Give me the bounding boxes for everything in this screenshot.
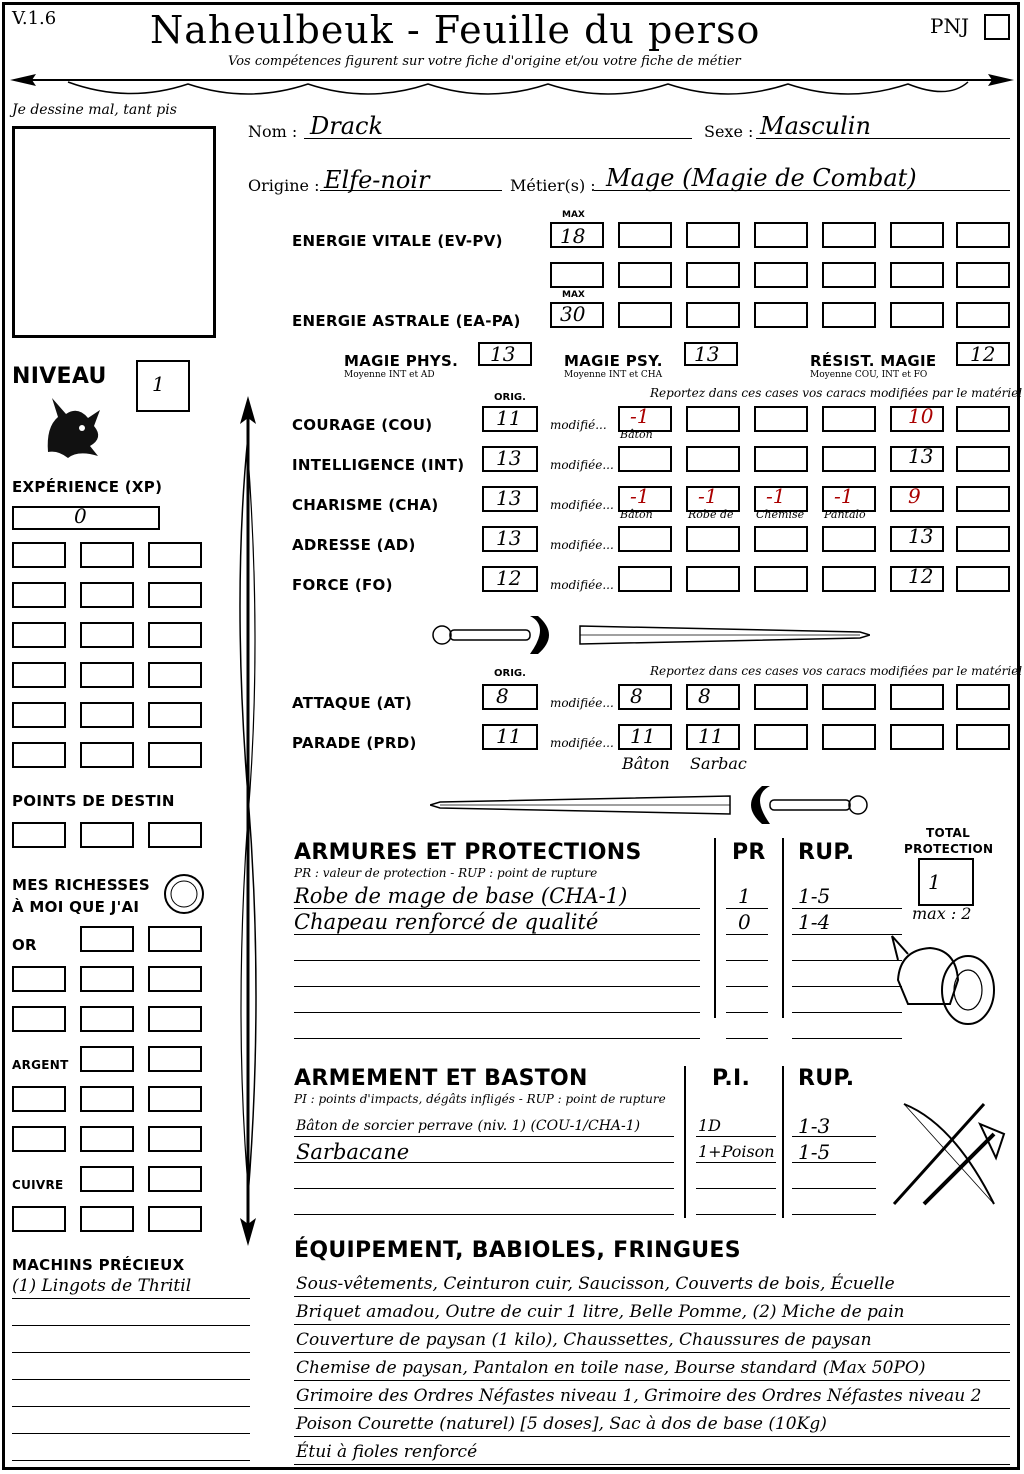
armure-name[interactable]: Chapeau renforcé de qualité <box>294 910 599 934</box>
carac-mod-box-fo[interactable] <box>956 566 1010 592</box>
metier-label: Métier(s) : <box>510 176 596 195</box>
armement-title: ARMEMENT ET BASTON <box>294 1066 588 1091</box>
armures-rup-line <box>792 934 902 935</box>
ev-box[interactable] <box>754 222 808 248</box>
xp-grid-box[interactable] <box>148 542 202 568</box>
carac-mod-box-ad[interactable] <box>686 526 740 552</box>
equipement-line-text[interactable]: Briquet amadou, Outre de cuir 1 litre, Belle Pomme, (2) Miche de pain <box>296 1302 905 1322</box>
ev-box[interactable] <box>890 222 944 248</box>
money-box[interactable] <box>12 1006 66 1032</box>
money-box[interactable] <box>148 926 202 952</box>
total-protection-value: 1 <box>928 870 941 894</box>
nom-value[interactable]: Drack <box>310 112 384 140</box>
xp-grid-box[interactable] <box>148 662 202 688</box>
ev-box[interactable] <box>956 262 1010 288</box>
carac-mod-box-fo[interactable] <box>754 566 808 592</box>
nom-underline <box>304 138 692 139</box>
money-box[interactable] <box>148 1206 202 1232</box>
xp-grid-box[interactable] <box>12 542 66 568</box>
version-label: V.1.6 <box>12 8 57 29</box>
carac-modif-label-int: modifiée... <box>550 458 614 472</box>
xp-grid-box[interactable] <box>12 702 66 728</box>
carac-orig-value-fo: 12 <box>496 566 522 590</box>
armures-pr-line <box>726 960 768 961</box>
sword-icon-top <box>430 612 870 658</box>
carac-mod-box-ad[interactable] <box>618 526 672 552</box>
destin-label: POINTS DE DESTIN <box>12 792 175 810</box>
armement-col-divider-2 <box>782 1066 784 1218</box>
armure-rup[interactable]: 1-4 <box>798 910 831 934</box>
armement-pi-line <box>696 1214 776 1215</box>
or-label: OR <box>12 936 37 954</box>
carac-mod-box-int[interactable] <box>822 446 876 472</box>
ev-box[interactable] <box>686 262 740 288</box>
carac-mod-box-int[interactable] <box>686 446 740 472</box>
total-protection-label-1: TOTAL <box>926 826 971 840</box>
armures-pr-label: PR <box>732 840 766 865</box>
weapon-pi[interactable]: 1+Poison <box>698 1142 775 1161</box>
carac-mod-box-int[interactable] <box>618 446 672 472</box>
destin-box[interactable] <box>148 822 202 848</box>
ea-box[interactable] <box>618 302 672 328</box>
carac-mod-note-cha: Bâton <box>620 508 653 521</box>
equipement-underline <box>294 1352 1010 1353</box>
armement-sub: PI : points d'impacts, dégâts infligés - RUP : point de rupture <box>294 1092 666 1106</box>
combat-modif-label-prd: modifiée... <box>550 736 614 750</box>
armement-pi-line <box>696 1162 776 1163</box>
carac-mod-box-cou[interactable] <box>822 406 876 432</box>
dragon-head-icon <box>38 392 108 462</box>
carac-mod-box-fo[interactable] <box>618 566 672 592</box>
sheet-title: Naheulbeuk - Feuille du perso <box>150 8 761 52</box>
ev-box[interactable] <box>822 262 876 288</box>
metier-underline <box>594 190 1010 191</box>
armement-line <box>294 1188 674 1189</box>
armures-rup-line <box>792 1038 902 1039</box>
carac-label-cou: COURAGE (COU) <box>292 416 433 434</box>
carac-mod-value-cha: -1 <box>630 484 650 508</box>
armures-line <box>294 1038 700 1039</box>
equipement-line-text[interactable]: Sous-vêtements, Ceinturon cuir, Saucisson, Couverts de bois, Écuelle <box>296 1274 895 1294</box>
nom-label: Nom : <box>248 122 298 141</box>
combat-report-note: Reportez dans ces cases vos caracs modifiées par le matériel <box>650 664 1023 678</box>
money-box[interactable] <box>12 1086 66 1112</box>
armement-pi-label: P.I. <box>712 1066 751 1091</box>
resist-magie-sub: Moyenne COU, INT et FO <box>810 370 928 380</box>
combat-mod-value-prd: 11 <box>698 724 724 748</box>
coin-icon <box>162 872 206 916</box>
ea-box[interactable] <box>822 302 876 328</box>
xp-grid-box[interactable] <box>80 582 134 608</box>
armures-line <box>294 986 700 987</box>
combat-mod-box-at[interactable] <box>618 684 672 710</box>
cuivre-label: CUIVRE <box>12 1178 64 1192</box>
ea-value: 30 <box>560 302 586 326</box>
carac-orig-value-int: 13 <box>496 446 522 470</box>
money-box[interactable] <box>80 1166 134 1192</box>
equipement-line-text[interactable]: Étui à fioles renforcé <box>296 1442 478 1462</box>
xp-label: EXPÉRIENCE (XP) <box>12 478 163 496</box>
weapons-icon <box>884 1094 1014 1214</box>
combat-mod-value-at: 8 <box>698 684 711 708</box>
ev-box[interactable] <box>618 262 672 288</box>
equipement-line-text[interactable]: Couverture de paysan (1 kilo), Chaussettes, Chaussures de paysan <box>296 1330 872 1350</box>
armures-pr-line <box>726 908 768 909</box>
armures-pr-line <box>726 1012 768 1013</box>
money-box[interactable] <box>80 1006 134 1032</box>
ev-box[interactable] <box>956 222 1010 248</box>
metier-value[interactable]: Mage (Magie de Combat) <box>606 164 917 192</box>
armement-line <box>294 1136 674 1137</box>
armures-rup-line <box>792 1012 902 1013</box>
equipement-line-text[interactable]: Poison Courette (naturel) [5 doses], Sac à dos de base (10Kg) <box>296 1414 827 1434</box>
combat-mod-box-prd[interactable] <box>754 724 808 750</box>
equipement-underline <box>294 1324 1010 1325</box>
combat-orig-value-prd: 11 <box>496 724 522 748</box>
armures-rup-line <box>792 960 902 961</box>
armures-rup-line <box>792 986 902 987</box>
armures-line <box>294 934 700 935</box>
ev-box[interactable] <box>550 262 604 288</box>
pnj-label: PNJ <box>930 14 969 38</box>
equipement-line-text[interactable]: Grimoire des Ordres Néfastes niveau 1, Grimoire des Ordres Néfastes niveau 2 <box>296 1386 982 1406</box>
carac-label-cha: CHARISME (CHA) <box>292 496 439 514</box>
portrait-frame <box>12 126 216 338</box>
xp-grid-box[interactable] <box>148 742 202 768</box>
xp-grid-box[interactable] <box>148 622 202 648</box>
combat-mod-box-at[interactable] <box>822 684 876 710</box>
origine-value[interactable]: Elfe-noir <box>324 166 430 194</box>
money-box[interactable] <box>80 1086 134 1112</box>
carac-mod-box-cou[interactable] <box>686 406 740 432</box>
niveau-value: 1 <box>152 372 165 396</box>
money-box[interactable] <box>148 1046 202 1072</box>
armures-line <box>294 1012 700 1013</box>
richesses-label-1: MES RICHESSES <box>12 876 151 894</box>
combat-mod-box-at[interactable] <box>890 684 944 710</box>
xp-grid-box[interactable] <box>80 542 134 568</box>
sexe-value[interactable]: Masculin <box>760 112 871 140</box>
magie-psy-value: 13 <box>694 342 720 366</box>
precieux-item[interactable]: (1) Lingots de Thritil <box>12 1276 192 1296</box>
ea-box[interactable] <box>890 302 944 328</box>
carac-label-fo: FORCE (FO) <box>292 576 393 594</box>
sheet-subtitle: Vos compétences figurent sur votre fiche d'origine et/ou votre fiche de métier <box>228 54 741 69</box>
carac-mod-value-cha: -1 <box>698 484 718 508</box>
xp-grid-box[interactable] <box>148 702 202 728</box>
combat-mod-box-at[interactable] <box>956 684 1010 710</box>
armures-sub: PR : valeur de protection - RUP : point de rupture <box>294 866 598 880</box>
carac-mod-box-ad[interactable] <box>754 526 808 552</box>
ev-max-label: MAX <box>562 210 585 220</box>
xp-grid-box[interactable] <box>12 662 66 688</box>
armures-title: ARMURES ET PROTECTIONS <box>294 840 642 865</box>
armement-rup-line <box>792 1214 876 1215</box>
armures-rup-label: RUP. <box>798 840 855 865</box>
ev-box[interactable] <box>618 222 672 248</box>
resist-magie-value: 12 <box>970 342 996 366</box>
ev-box[interactable] <box>686 222 740 248</box>
armures-pr-line <box>726 986 768 987</box>
armure-name[interactable]: Robe de mage de base (CHA-1) <box>294 884 628 908</box>
ev-label: ENERGIE VITALE (EV-PV) <box>292 232 503 250</box>
precieux-line <box>12 1379 250 1380</box>
carac-mod-note-cou: Bâton <box>620 428 653 441</box>
sexe-underline <box>756 138 1010 139</box>
money-box[interactable] <box>12 966 66 992</box>
equipement-underline <box>294 1436 1010 1437</box>
combat-mod-box-prd[interactable] <box>956 724 1010 750</box>
carac-mod-box-cou[interactable] <box>956 406 1010 432</box>
combat-mod-box-at[interactable] <box>686 684 740 710</box>
attaque-label: ATTAQUE (AT) <box>292 694 413 712</box>
xp-grid-box[interactable] <box>80 662 134 688</box>
carac-mod-box-int[interactable] <box>956 446 1010 472</box>
money-box[interactable] <box>148 966 202 992</box>
ea-box[interactable] <box>686 302 740 328</box>
carac-mod-box-ad[interactable] <box>822 526 876 552</box>
magie-phys-value: 13 <box>490 342 516 366</box>
carac-mod-value-cha: -1 <box>766 484 786 508</box>
destin-box[interactable] <box>80 822 134 848</box>
weapon-pi[interactable]: 1D <box>698 1116 722 1135</box>
carac-mod-value-cou: -1 <box>630 404 650 428</box>
money-box[interactable] <box>12 1126 66 1152</box>
carac-report-note: Reportez dans ces cases vos caracs modifiées par le matériel <box>650 386 1023 400</box>
ev-box[interactable] <box>822 222 876 248</box>
combat-mod-box-prd[interactable] <box>890 724 944 750</box>
combat-orig-box-at[interactable] <box>482 684 538 710</box>
carac-orig-value-cou: 11 <box>496 406 522 430</box>
total-protection-max: max : 2 <box>912 904 972 923</box>
precieux-line <box>12 1406 250 1407</box>
carac-modif-label-cou: modifié... <box>550 418 607 432</box>
ev-box[interactable] <box>890 262 944 288</box>
precieux-line <box>12 1460 250 1461</box>
armement-pi-line <box>696 1136 776 1137</box>
carac-mod-box-cou[interactable] <box>754 406 808 432</box>
carac-orig-value-cha: 13 <box>496 486 522 510</box>
magie-psy-label: MAGIE PSY. <box>564 352 663 370</box>
pnj-checkbox[interactable] <box>984 14 1010 40</box>
precieux-line <box>12 1433 250 1434</box>
equipement-line-text[interactable]: Chemise de paysan, Pantalon en toile nase, Bourse standard (Max 50PO) <box>296 1358 926 1378</box>
destin-box[interactable] <box>12 822 66 848</box>
magie-phys-label: MAGIE PHYS. <box>344 352 459 370</box>
armement-pi-line <box>696 1188 776 1189</box>
carac-mod-box-fo[interactable] <box>822 566 876 592</box>
money-box[interactable] <box>148 1166 202 1192</box>
combat-mod-box-at[interactable] <box>754 684 808 710</box>
xp-grid-box[interactable] <box>148 582 202 608</box>
carac-label-ad: ADRESSE (AD) <box>292 536 416 554</box>
portrait-caption: Je dessine mal, tant pis <box>12 102 177 118</box>
weapon-name[interactable]: Bâton de sorcier perrave (niv. 1) (COU-1/CHA-1) <box>296 1118 641 1134</box>
armures-pr-line <box>726 934 768 935</box>
carac-final-value-fo: 12 <box>908 564 934 588</box>
carac-mod-value-cha: -1 <box>834 484 854 508</box>
armures-pr-line <box>726 1038 768 1039</box>
money-box[interactable] <box>148 1086 202 1112</box>
ea-box[interactable] <box>754 302 808 328</box>
xp-value: 0 <box>74 504 87 528</box>
richesses-label-2: À MOI QUE J'AI <box>12 898 140 916</box>
xp-grid-box[interactable] <box>80 622 134 648</box>
money-box[interactable] <box>148 1006 202 1032</box>
total-protection-label-2: PROTECTION <box>904 842 994 856</box>
carac-final-value-ad: 13 <box>908 524 934 548</box>
armures-col-divider-2 <box>782 838 784 1018</box>
combat-mod-value-at: 8 <box>630 684 643 708</box>
precieux-line <box>12 1325 250 1326</box>
carac-orig-label: ORIG. <box>494 392 526 403</box>
origine-label: Origine : <box>248 176 320 195</box>
weapon-note-2: Sarbac <box>690 754 747 773</box>
carac-mod-box-fo[interactable] <box>686 566 740 592</box>
combat-orig-value-at: 8 <box>496 684 509 708</box>
xp-grid-box[interactable] <box>80 742 134 768</box>
weapon-rup[interactable]: 1-5 <box>798 1140 831 1164</box>
carac-final-value-cha: 9 <box>908 484 921 508</box>
carac-label-int: INTELLIGENCE (INT) <box>292 456 465 474</box>
armures-line <box>294 960 700 961</box>
total-protection-box[interactable] <box>918 858 974 906</box>
armure-pr[interactable]: 1 <box>738 884 751 908</box>
weapon-note-1: Bâton <box>622 754 670 773</box>
equipement-underline <box>294 1296 1010 1297</box>
origine-underline <box>320 190 502 191</box>
money-box[interactable] <box>148 1126 202 1152</box>
money-box[interactable] <box>80 1126 134 1152</box>
equipement-underline <box>294 1380 1010 1381</box>
equipement-underline <box>294 1464 1010 1465</box>
armement-rup-label: RUP. <box>798 1066 855 1091</box>
ea-label: ENERGIE ASTRALE (EA-PA) <box>292 312 521 330</box>
armement-line <box>294 1214 674 1215</box>
armures-col-divider-1 <box>714 838 716 1018</box>
money-box[interactable] <box>12 1206 66 1232</box>
vertical-spear-icon <box>228 396 268 1246</box>
carac-mod-box-int[interactable] <box>754 446 808 472</box>
carac-mod-note-cha: Robe de <box>688 508 734 521</box>
armures-rup-line <box>792 908 902 909</box>
carac-mod-note-cha: Chemise <box>756 508 805 521</box>
parade-label: PARADE (PRD) <box>292 734 417 752</box>
precieux-line <box>12 1352 250 1353</box>
combat-mod-box-prd[interactable] <box>822 724 876 750</box>
money-box[interactable] <box>80 966 134 992</box>
carac-mod-box-ad[interactable] <box>956 526 1010 552</box>
carac-modif-label-fo: modifiée... <box>550 578 614 592</box>
ev-value: 18 <box>560 224 586 248</box>
ea-max-label: MAX <box>562 290 585 300</box>
niveau-label: NIVEAU <box>12 364 107 389</box>
resist-magie-label: RÉSIST. MAGIE <box>810 352 937 370</box>
helmet-shield-icon <box>890 930 1000 1030</box>
armement-rup-line <box>792 1188 876 1189</box>
armure-pr[interactable]: 0 <box>738 910 751 934</box>
money-box[interactable] <box>80 926 134 952</box>
armure-rup[interactable]: 1-5 <box>798 884 831 908</box>
carac-final-value-cou: 10 <box>908 404 934 428</box>
precieux-label: MACHINS PRÉCIEUX <box>12 1256 185 1274</box>
xp-grid-box[interactable] <box>12 622 66 648</box>
armement-col-divider-1 <box>684 1066 686 1218</box>
armures-line <box>294 908 700 909</box>
combat-mod-value-prd: 11 <box>630 724 656 748</box>
precieux-line <box>12 1298 250 1299</box>
money-box[interactable] <box>80 1046 134 1072</box>
xp-grid-box[interactable] <box>12 582 66 608</box>
equipement-title: ÉQUIPEMENT, BABIOLES, FRINGUES <box>294 1238 741 1263</box>
carac-mod-note-cha: Pantalo <box>824 508 866 521</box>
weapon-rup[interactable]: 1-3 <box>798 1114 831 1138</box>
carac-mod-box-cha[interactable] <box>956 486 1010 512</box>
combat-orig-label: ORIG. <box>494 668 526 679</box>
carac-modif-label-ad: modifiée... <box>550 538 614 552</box>
carac-modif-label-cha: modifiée... <box>550 498 614 512</box>
money-box[interactable] <box>80 1206 134 1232</box>
weapon-name[interactable]: Sarbacane <box>296 1140 410 1164</box>
xp-grid-box[interactable] <box>80 702 134 728</box>
argent-label: ARGENT <box>12 1058 69 1072</box>
carac-final-value-int: 13 <box>908 444 934 468</box>
combat-modif-label-at: modifiée... <box>550 696 614 710</box>
carac-orig-value-ad: 13 <box>496 526 522 550</box>
ev-box[interactable] <box>754 262 808 288</box>
ea-box[interactable] <box>956 302 1010 328</box>
magie-phys-sub: Moyenne INT et AD <box>344 370 435 380</box>
sword-icon-bottom <box>430 782 870 828</box>
xp-grid-box[interactable] <box>12 742 66 768</box>
magie-psy-sub: Moyenne INT et CHA <box>564 370 663 380</box>
equipement-underline <box>294 1408 1010 1409</box>
sexe-label: Sexe : <box>704 122 754 141</box>
